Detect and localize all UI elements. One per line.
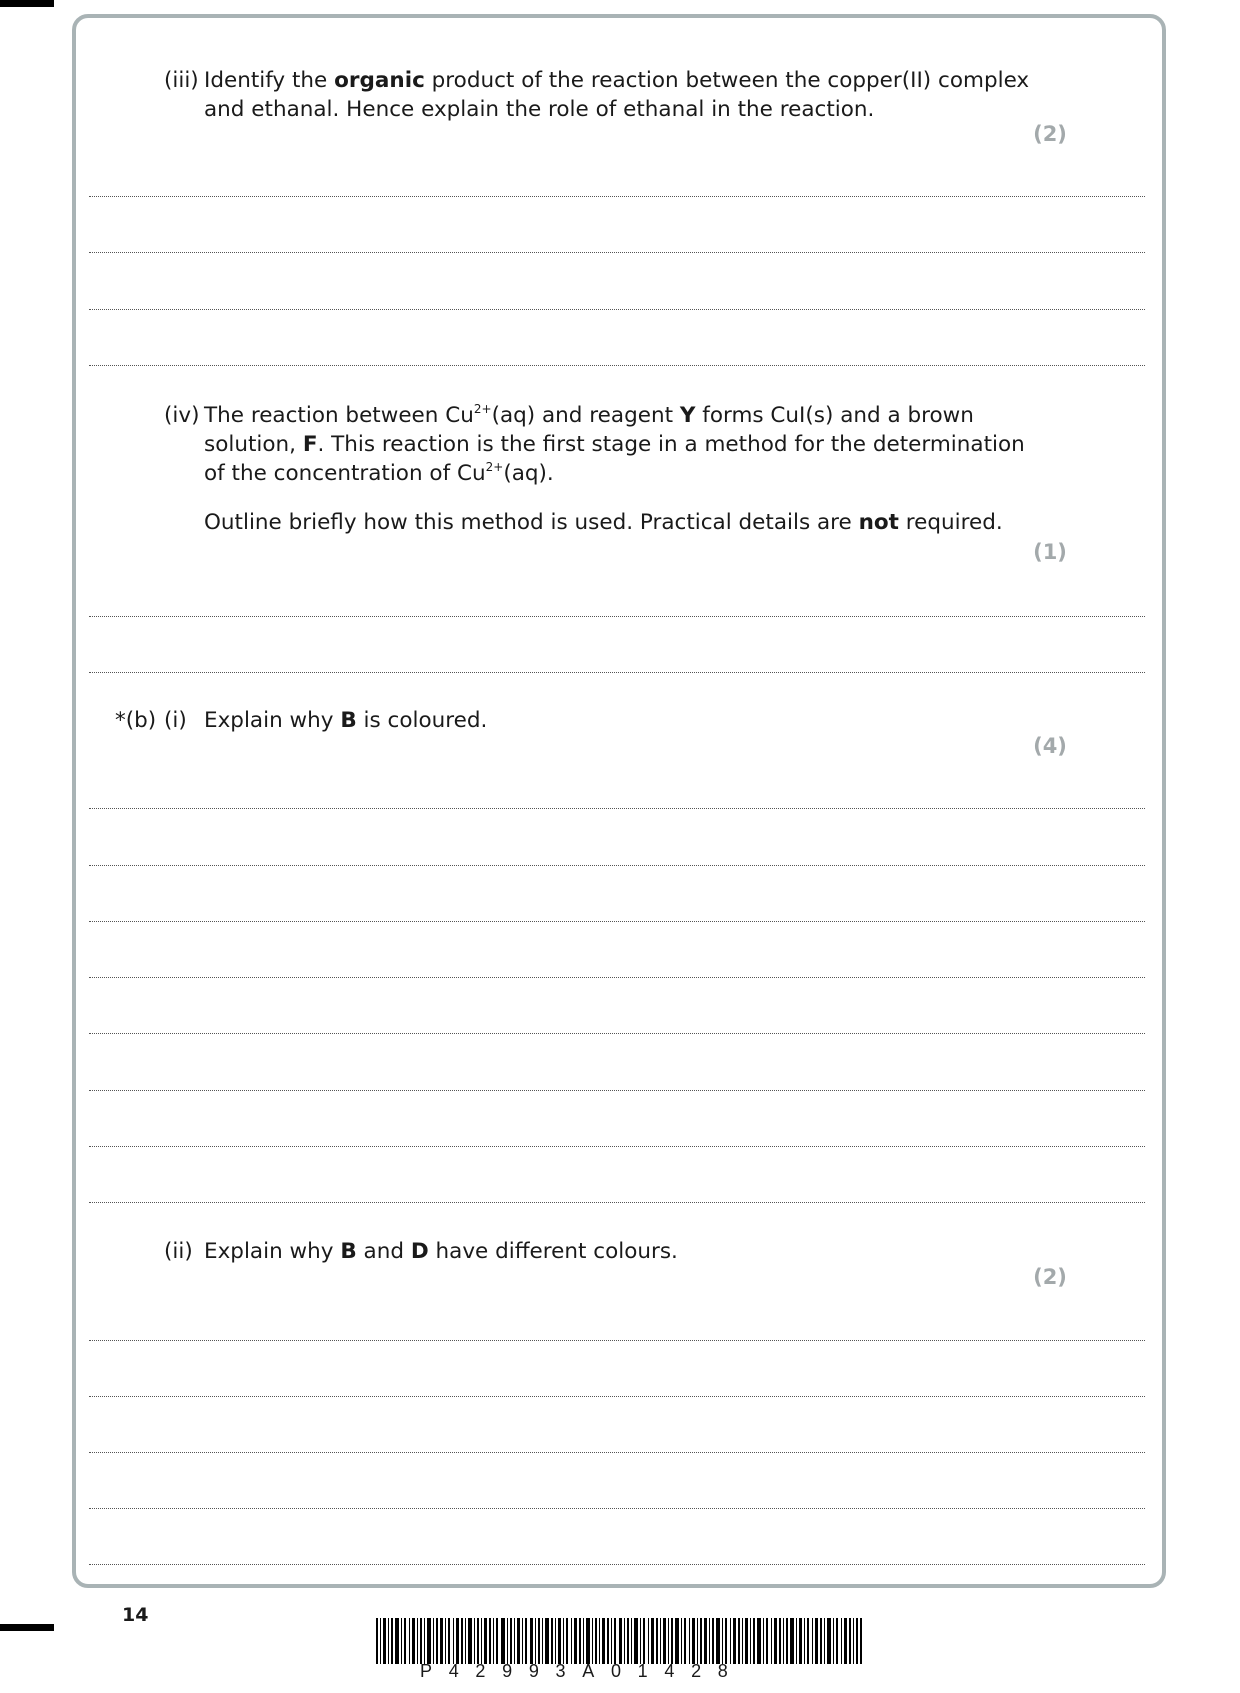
question-b-ii-text-b: B [340,1239,357,1264]
question-b-i-label: (i) [164,708,187,733]
question-iv-marks: (1) [1033,540,1067,564]
question-b-i-text-a: Explain why [204,708,341,733]
question-iii-line1-b: organic [334,68,425,93]
question-iv-line3-b: (aq). [503,461,554,486]
question-iv-line2-c: . This reaction is the first stage in a method for the determination [317,432,1025,457]
answer-line[interactable] [89,921,1145,922]
question-iii-label: (iii) [164,68,199,93]
answer-line[interactable] [89,365,1145,366]
question-b-ii-text-e: have different colours. [428,1239,678,1264]
question-iv-instruction [204,508,1003,537]
question-iv-line1-b: (aq) and reagent [491,403,680,428]
question-iv-label: (iv) [164,403,200,428]
answer-line[interactable] [89,1396,1145,1397]
question-iv-line1-c: Y [679,403,696,428]
answer-line[interactable] [89,616,1145,617]
question-iv-line2-b: F [302,432,318,457]
answer-line[interactable] [89,672,1145,673]
question-iii-line1-a: Identify the [204,68,335,93]
answer-line[interactable] [89,1090,1145,1091]
question-iv-line2-a: solution, [204,432,303,457]
answer-line[interactable] [89,1508,1145,1509]
corner-registration-mark-top [0,0,54,7]
question-b-i-text-c: is coloured. [356,708,488,733]
answer-line[interactable] [89,196,1145,197]
answer-frame [72,14,1166,1588]
answer-line[interactable] [89,977,1145,978]
answer-line[interactable] [89,309,1145,310]
question-iv-line4-c: required. [898,510,1003,535]
answer-line[interactable] [89,1340,1145,1341]
question-iv-line4-b: not [858,510,899,535]
question-b-ii-text-c: and [356,1239,411,1264]
question-b-part-label: *(b) [115,708,157,733]
question-iv-line4-a: Outline briefly how this method is used. Practical details are [204,510,859,535]
question-b-i-marks: (4) [1033,734,1067,758]
question-b-ii-marks: (2) [1033,1265,1067,1289]
corner-registration-mark-bottom [0,1624,54,1631]
question-b-ii-label: (ii) [164,1239,193,1264]
answer-line[interactable] [89,808,1145,809]
answer-line[interactable] [89,1452,1145,1453]
answer-line[interactable] [89,1033,1145,1034]
barcode-icon [376,1618,862,1664]
question-iii-line1-c: product of the reaction between the copper(II) complex [424,68,1030,93]
question-iv-line1-sup: 2+ [473,402,492,416]
question-b-ii-text-d: D [410,1239,429,1264]
question-iv-text [204,401,1025,488]
answer-line[interactable] [89,252,1145,253]
barcode-number: P42993A01428 [420,1661,745,1681]
question-iv-line1-d: forms CuI(s) and a brown [695,403,974,428]
answer-line[interactable] [89,865,1145,866]
question-b-i-text-b: B [340,708,357,733]
page-number: 14 [122,1604,149,1626]
answer-line[interactable] [89,1146,1145,1147]
answer-line[interactable] [89,1564,1145,1565]
question-iv-line1-a: The reaction between Cu [204,403,474,428]
answer-line[interactable] [89,1202,1145,1203]
question-b-ii-text [204,1237,678,1266]
question-iii-line2: and ethanal. Hence explain the role of ethanal in the reaction. [204,97,875,122]
question-iii-marks: (2) [1033,122,1067,146]
question-b-ii-text-a: Explain why [204,1239,341,1264]
question-iii-text [204,66,1029,124]
question-b-i-text [204,706,487,735]
question-iv-line3-sup: 2+ [485,460,504,474]
question-iv-line3-a: of the concentration of Cu [204,461,486,486]
